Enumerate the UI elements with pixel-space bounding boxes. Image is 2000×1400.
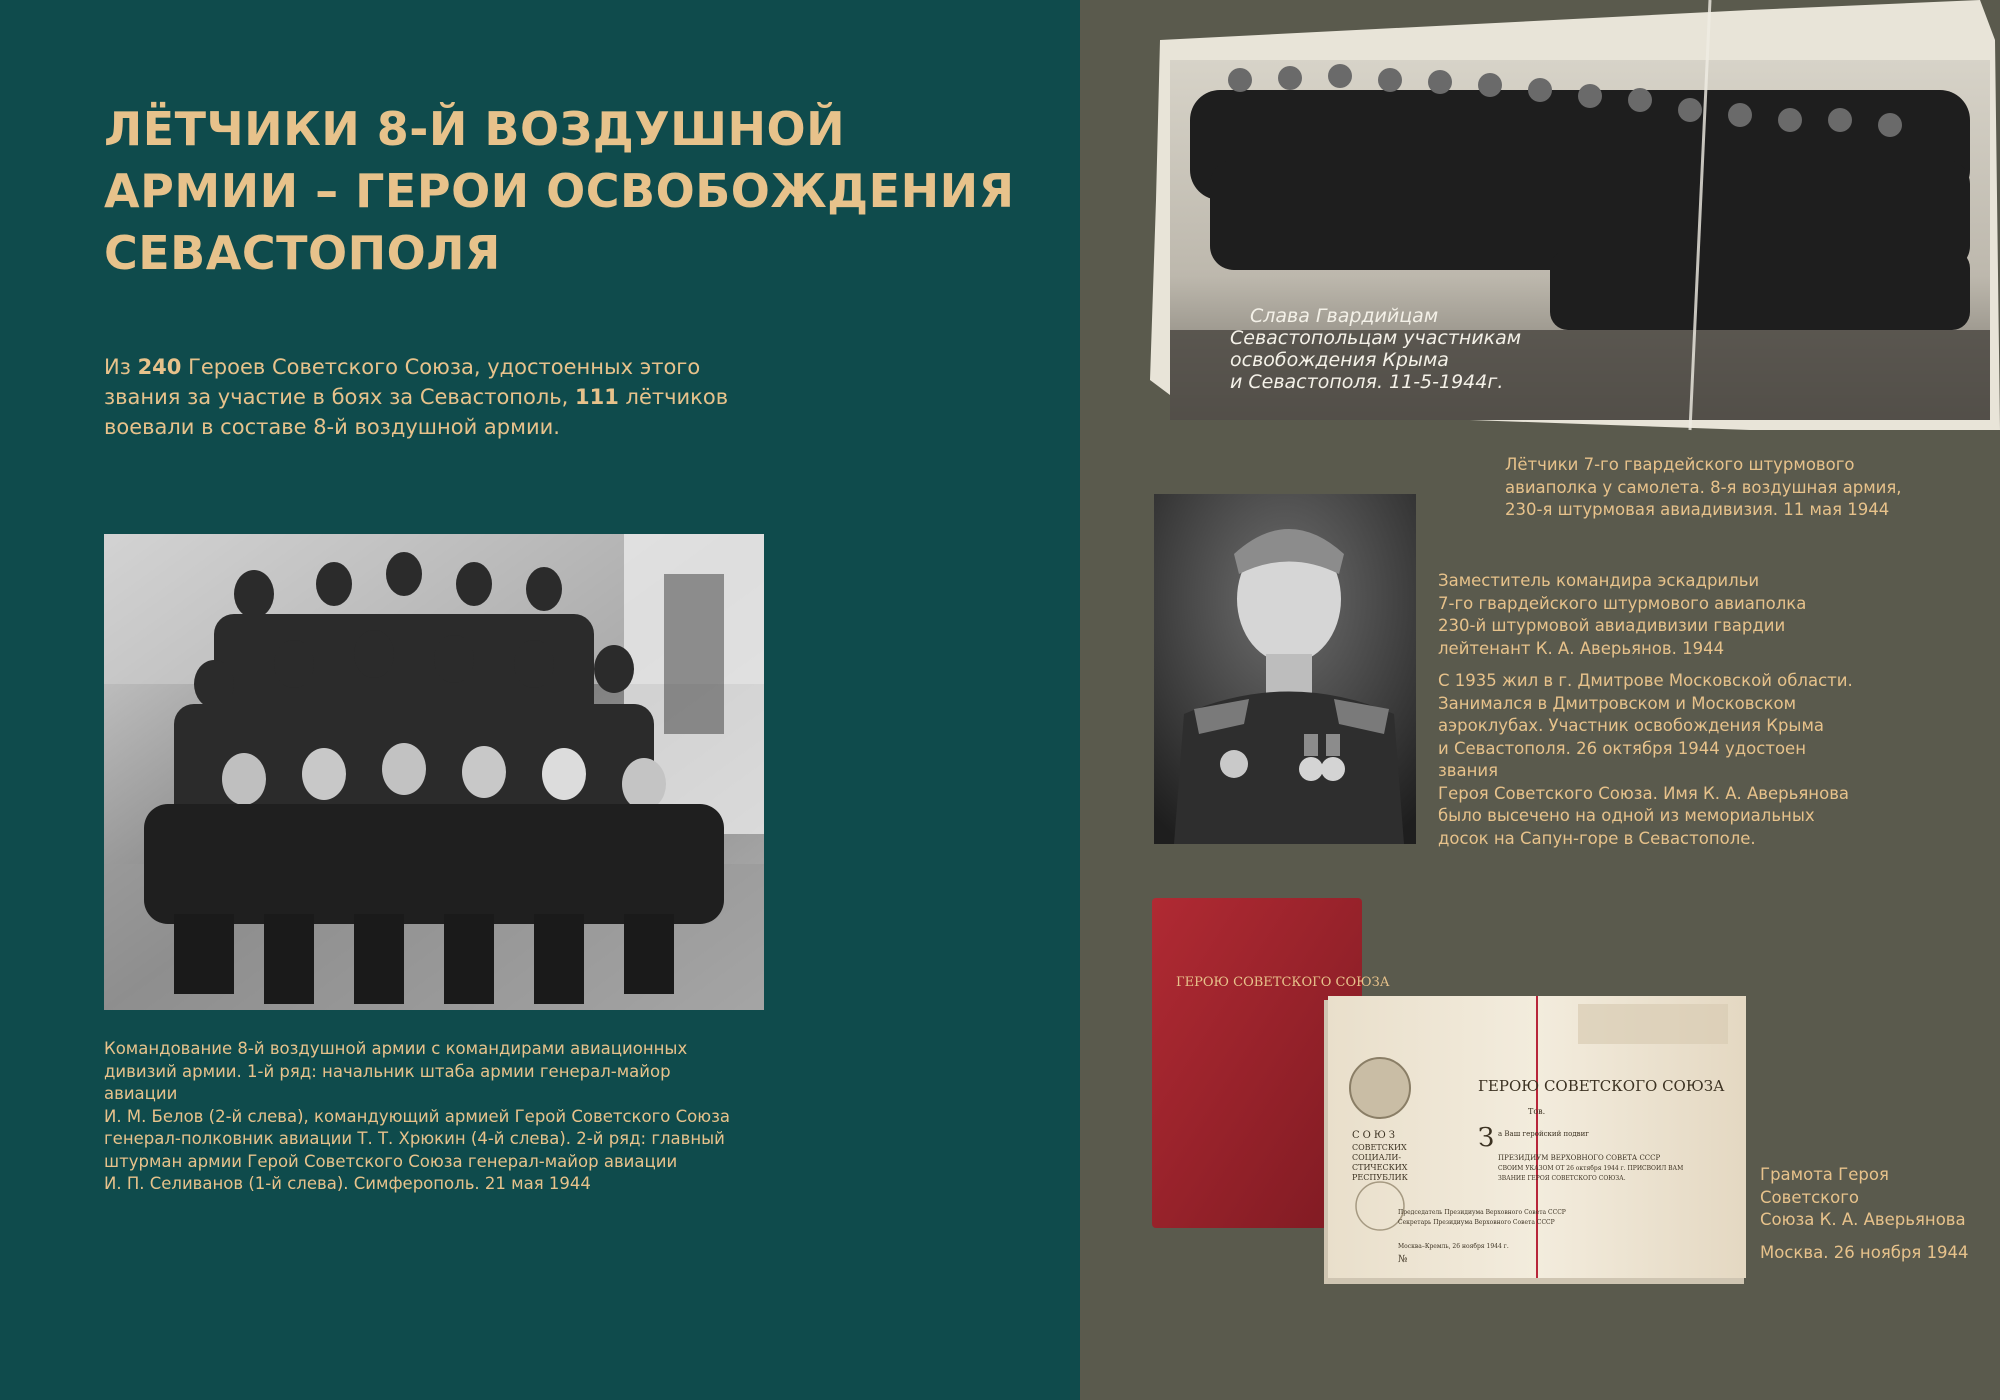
photo-portrait-averyanov [1154, 494, 1416, 844]
page-title [104, 98, 1044, 284]
title-line: ЛЁТЧИКИ 8-Й ВОЗДУШНОЙ [104, 102, 846, 156]
caption-line: лейтенант К. А. Аверьянов. 1944 [1438, 638, 1725, 658]
union-line: СОЮЗ [1352, 1130, 1399, 1141]
caption-line: Грамота Героя Советского [1760, 1165, 1889, 1207]
caption-regiment-pilots [1505, 454, 1945, 522]
caption-line: было высечено на одной из мемориальных [1438, 806, 1815, 825]
caption-line: И. М. Белов (2-й слева), командующий армией Герой Советского Союза [104, 1106, 730, 1126]
union-line: СТИЧЕСКИХ [1352, 1163, 1408, 1172]
gramota-tov-label: Тов. [1528, 1107, 1546, 1116]
photo-command-group [104, 534, 764, 1010]
gramota-secretary: Секретарь Президиума Верховного Совета СССР [1398, 1219, 1555, 1226]
gramota-chairman: Председатель Президиума Верховного Совета СССР [1398, 1209, 1566, 1216]
gramota-number: № [1398, 1254, 1408, 1265]
caption-line: авиаполка у самолета. 8-я воздушная армия, [1505, 477, 1902, 497]
regiment-inscription-line: освобождения Крыма [1230, 349, 1449, 371]
title-line: АРМИИ – ГЕРОИ ОСВОБОЖДЕНИЯ [104, 164, 1015, 218]
caption-line: генерал-полковник авиации Т. Т. Хрюкин (4-й слева). 2-й ряд: главный [104, 1129, 725, 1148]
photo-regiment-pilots [1150, 0, 2000, 440]
caption-line: Командование 8-й воздушной армии с командирами авиационных [104, 1039, 688, 1058]
caption-line: С 1935 жил в г. Дмитрове Московской области. [1438, 671, 1853, 690]
gramota-presidium: СВОИМ УКАЗОМ ОТ 26 октября 1944 г. ПРИСВОИЛ ВАМ [1498, 1165, 1684, 1172]
gramota-presidium: ЗВАНИЕ ГЕРОЯ СОВЕТСКОГО СОЮЗА. [1498, 1175, 1626, 1182]
gramota-cover-text: ГЕРОЮ СОВЕТСКОГО СОЮЗА [1176, 975, 1390, 990]
union-line: СОЦИАЛИ- [1352, 1153, 1402, 1162]
caption-line: аэроклубах. Участник освобождения Крыма [1438, 716, 1825, 735]
caption-line: И. П. Селиванов (1-й слева). Симферополь. 21 мая 1944 [104, 1174, 591, 1193]
caption-line: Заместитель командира эскадрильи [1438, 571, 1760, 590]
caption-gramota-date: Москва. 26 ноября 1944 [1760, 1242, 1969, 1262]
intro-text: Из [104, 355, 138, 379]
union-line: СОВЕТСКИХ [1352, 1143, 1407, 1152]
caption-gramota [1760, 1164, 1990, 1264]
intro-text: Героев Советского Союза, удостоенных этого звания за участие в боях за Севастополь, [104, 355, 701, 409]
caption-line: Занимался в Дмитровском и Московском [1438, 693, 1797, 713]
gramota-initial: З [1478, 1123, 1495, 1153]
caption-line: 230-я штурмовая авиадивизия. 11 мая 1944 [1505, 500, 1890, 519]
gramota-heading: ГЕРОЮ СОВЕТСКОГО СОЮЗА [1478, 1077, 1725, 1095]
regiment-inscription-line: Севастопольцам участникам [1230, 327, 1522, 349]
caption-line: штурман армии Герой Советского Союза генерал-майор авиации [104, 1151, 678, 1171]
title-line: СЕВАСТОПОЛЯ [104, 226, 501, 280]
gramota-presidium: ПРЕЗИДИУМ ВЕРХОВНОГО СОВЕТА СССР [1498, 1154, 1661, 1162]
caption-line: дивизий армии. 1-й ряд: начальник штаба армии генерал-майор авиации [104, 1061, 671, 1103]
gramota-body: а Ваш геройский подвиг [1498, 1130, 1589, 1138]
emblem-icon [1350, 1058, 1410, 1118]
caption-gramota-title [1760, 1164, 1990, 1232]
gramota-place-date: Москва–Кремль, 26 ноября 1944 г. [1398, 1243, 1509, 1250]
caption-line: и Севастополя. 26 октября 1944 удостоен звания [1438, 738, 1806, 780]
caption-line: 230-й штурмовой авиадивизии гвардии [1438, 616, 1786, 635]
caption-portrait-bio [1438, 670, 1858, 850]
caption-line: Героя Советского Союза. Имя К. А. Аверьянова [1438, 783, 1850, 803]
union-line: РЕСПУБЛИК [1352, 1173, 1408, 1182]
caption-line: Союза К. А. Аверьянова [1760, 1210, 1966, 1229]
gramota-document [1148, 896, 1758, 1286]
regiment-inscription-line: и Севастополя. 11-5-1944г. [1230, 371, 1504, 393]
caption-line: досок на Сапун-горе в Севастополе. [1438, 828, 1756, 848]
caption-portrait [1438, 570, 1858, 850]
intro-number-111: 111 [575, 385, 619, 409]
intro-paragraph [104, 352, 764, 442]
intro-text: лётчиков воевали в составе 8-й воздушной армии. [104, 385, 729, 439]
caption-line: Лётчики 7-го гвардейского штурмового [1505, 455, 1855, 474]
caption-line: 7-го гвардейского штурмового авиаполка [1438, 593, 1807, 613]
caption-command-group [104, 1038, 744, 1196]
caption-portrait-title [1438, 570, 1858, 660]
regiment-inscription-line: Слава Гвардийцам [1250, 305, 1439, 327]
intro-number-240: 240 [137, 355, 182, 379]
